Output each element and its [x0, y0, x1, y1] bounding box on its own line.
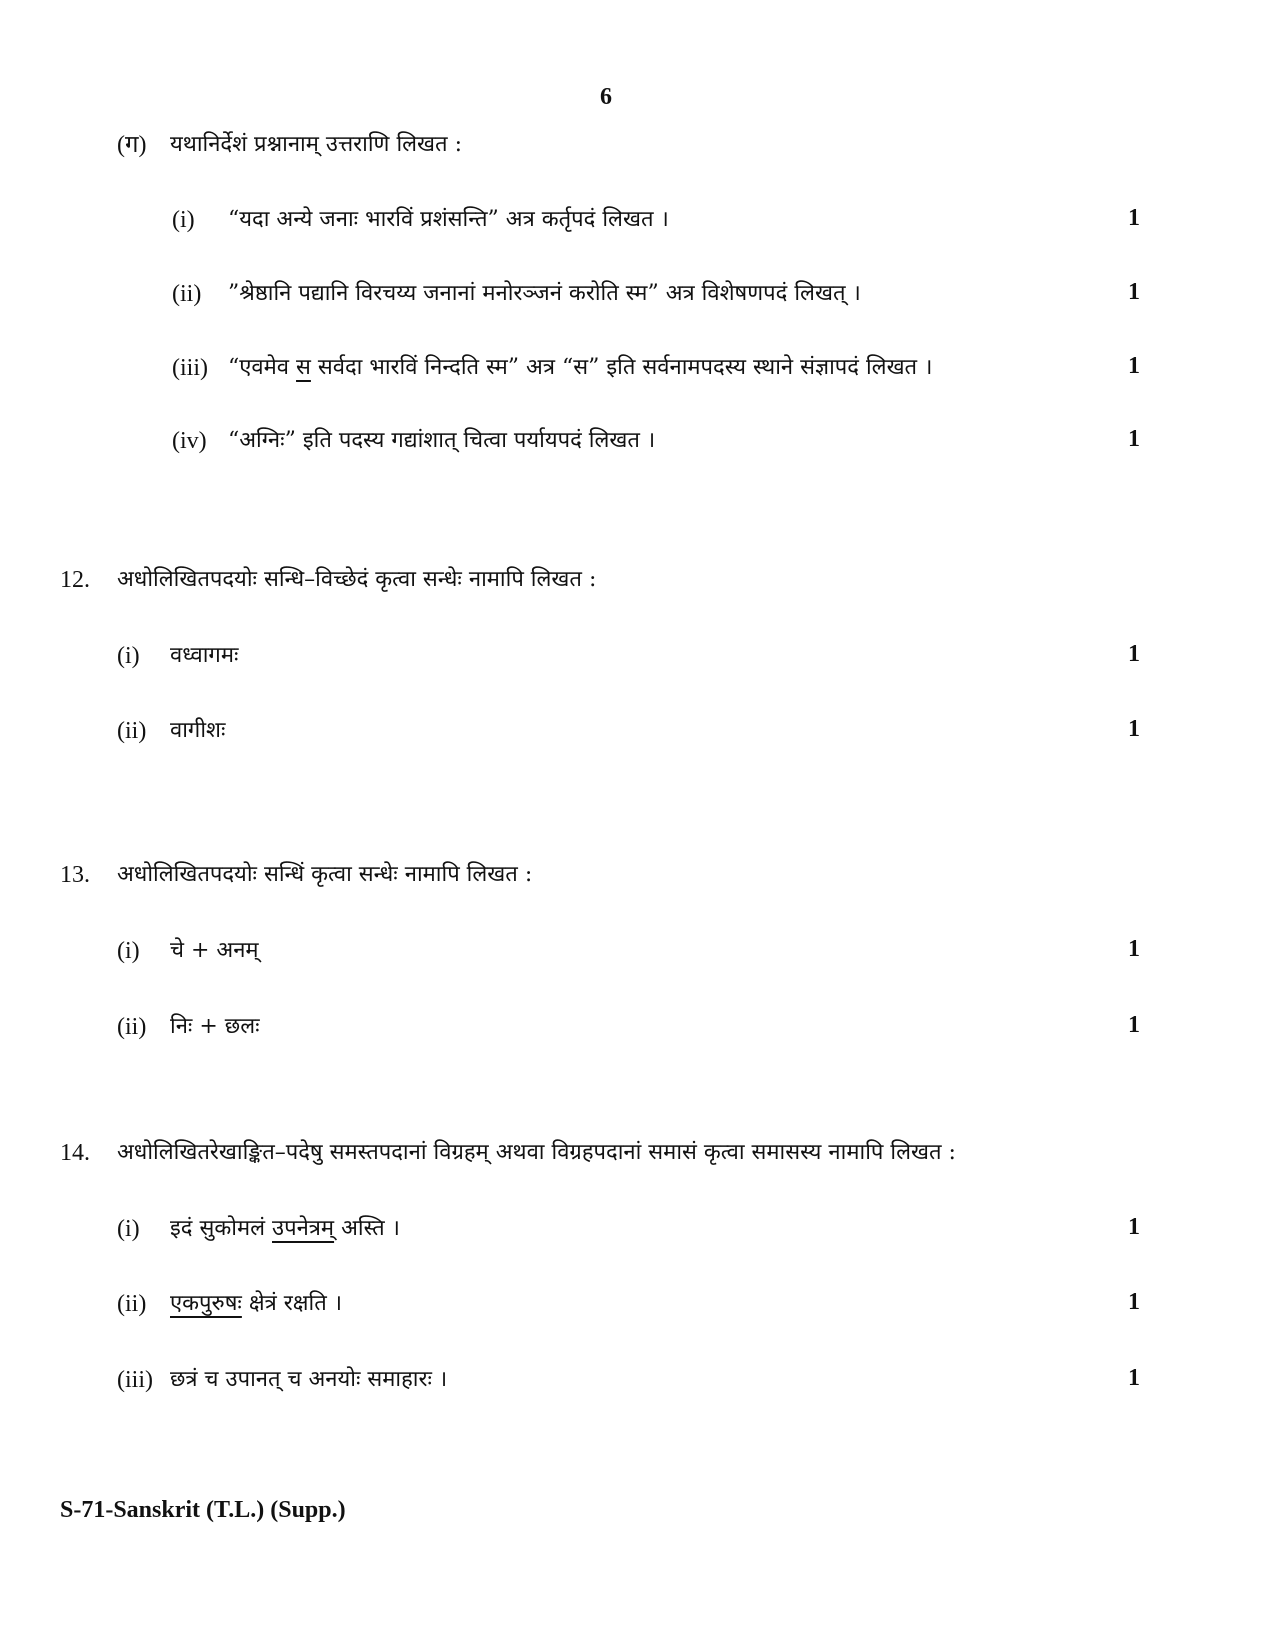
- item-text: “यदा अन्ये जनाः भारविं प्रशंसन्ति” अत्र कर्तृपदं लिखत ।: [228, 207, 669, 232]
- item-number: (ii): [117, 1291, 147, 1317]
- item-number: (ii): [117, 1014, 147, 1040]
- item-number: (iv): [172, 428, 207, 454]
- item-number: (iii): [172, 355, 208, 381]
- item-text: वध्वागमः: [170, 643, 239, 668]
- marks: 1: [1128, 205, 1140, 231]
- item-number: (ii): [172, 281, 202, 307]
- paper-code-footer: S-71-Sanskrit (T.L.) (Supp.): [60, 1497, 346, 1523]
- marks: 1: [1128, 1012, 1140, 1038]
- item-text-part: “एवमेव: [228, 355, 297, 380]
- item-text-part: क्षेत्रं रक्षति ।: [241, 1291, 343, 1316]
- page-number: 6: [600, 84, 612, 110]
- marks: 1: [1128, 353, 1140, 379]
- section-label: (ग): [117, 132, 147, 158]
- question-instruction: अधोलिखितपदयोः सन्धि–विच्छेदं कृत्वा सन्धेः नामापि लिखत :: [117, 567, 597, 592]
- item-text-part: सर्वदा भारविं निन्दति स्म” अत्र “स” इति सर्वनामपदस्य स्थाने संज्ञापदं लिखत ।: [310, 355, 933, 380]
- item-number: (iii): [117, 1367, 153, 1393]
- question-number: 12.: [60, 567, 90, 593]
- marks: 1: [1128, 716, 1140, 742]
- question-instruction: अधोलिखितरेखाङ्कित–पदेषु समस्तपदानां विग्रहम् अथवा विग्रहपदानां समासं कृत्वा समासस्य नामापि लिखत :: [117, 1140, 956, 1165]
- item-number: (i): [117, 938, 140, 964]
- underlined-word: स: [296, 355, 311, 380]
- marks: 1: [1128, 279, 1140, 305]
- item-text: “अग्निः” इति पदस्य गद्यांशात् चित्वा पर्यायपदं लिखत ।: [228, 428, 656, 453]
- underlined-word: उपनेत्रम्: [272, 1216, 335, 1241]
- marks: 1: [1128, 426, 1140, 452]
- marks: 1: [1128, 1289, 1140, 1315]
- question-number: 13.: [60, 862, 90, 888]
- underlined-word: एकपुरुषः: [170, 1291, 242, 1316]
- item-text-part: अस्ति ।: [334, 1216, 401, 1241]
- item-text: [228, 353, 932, 383]
- marks: 1: [1128, 1214, 1140, 1240]
- section-instruction: यथानिर्देशं प्रश्नानाम् उत्तराणि लिखत :: [170, 132, 462, 157]
- item-text: वागीशः: [170, 718, 226, 743]
- item-text-part: इदं सुकोमलं: [170, 1216, 273, 1241]
- item-text: चे + अनम्: [170, 938, 259, 963]
- item-number: (i): [117, 1216, 140, 1242]
- item-text: निः + छलः: [170, 1014, 260, 1039]
- question-instruction: अधोलिखितपदयोः सन्धिं कृत्वा सन्धेः नामापि लिखत :: [117, 862, 533, 887]
- marks: 1: [1128, 1365, 1140, 1391]
- item-number: (i): [172, 207, 195, 233]
- item-text: ”श्रेष्ठानि पद्यानि विरचय्य जनानां मनोरञ्जनं करोति स्म” अत्र विशेषणपदं लिखत् ।: [228, 281, 861, 306]
- item-number: (ii): [117, 718, 147, 744]
- question-number: 14.: [60, 1140, 90, 1166]
- item-text: [170, 1214, 400, 1244]
- marks: 1: [1128, 936, 1140, 962]
- item-text: [170, 1289, 342, 1319]
- marks: 1: [1128, 641, 1140, 667]
- item-number: (i): [117, 643, 140, 669]
- item-text: छत्रं च उपानत् च अनयोः समाहारः ।: [170, 1367, 448, 1392]
